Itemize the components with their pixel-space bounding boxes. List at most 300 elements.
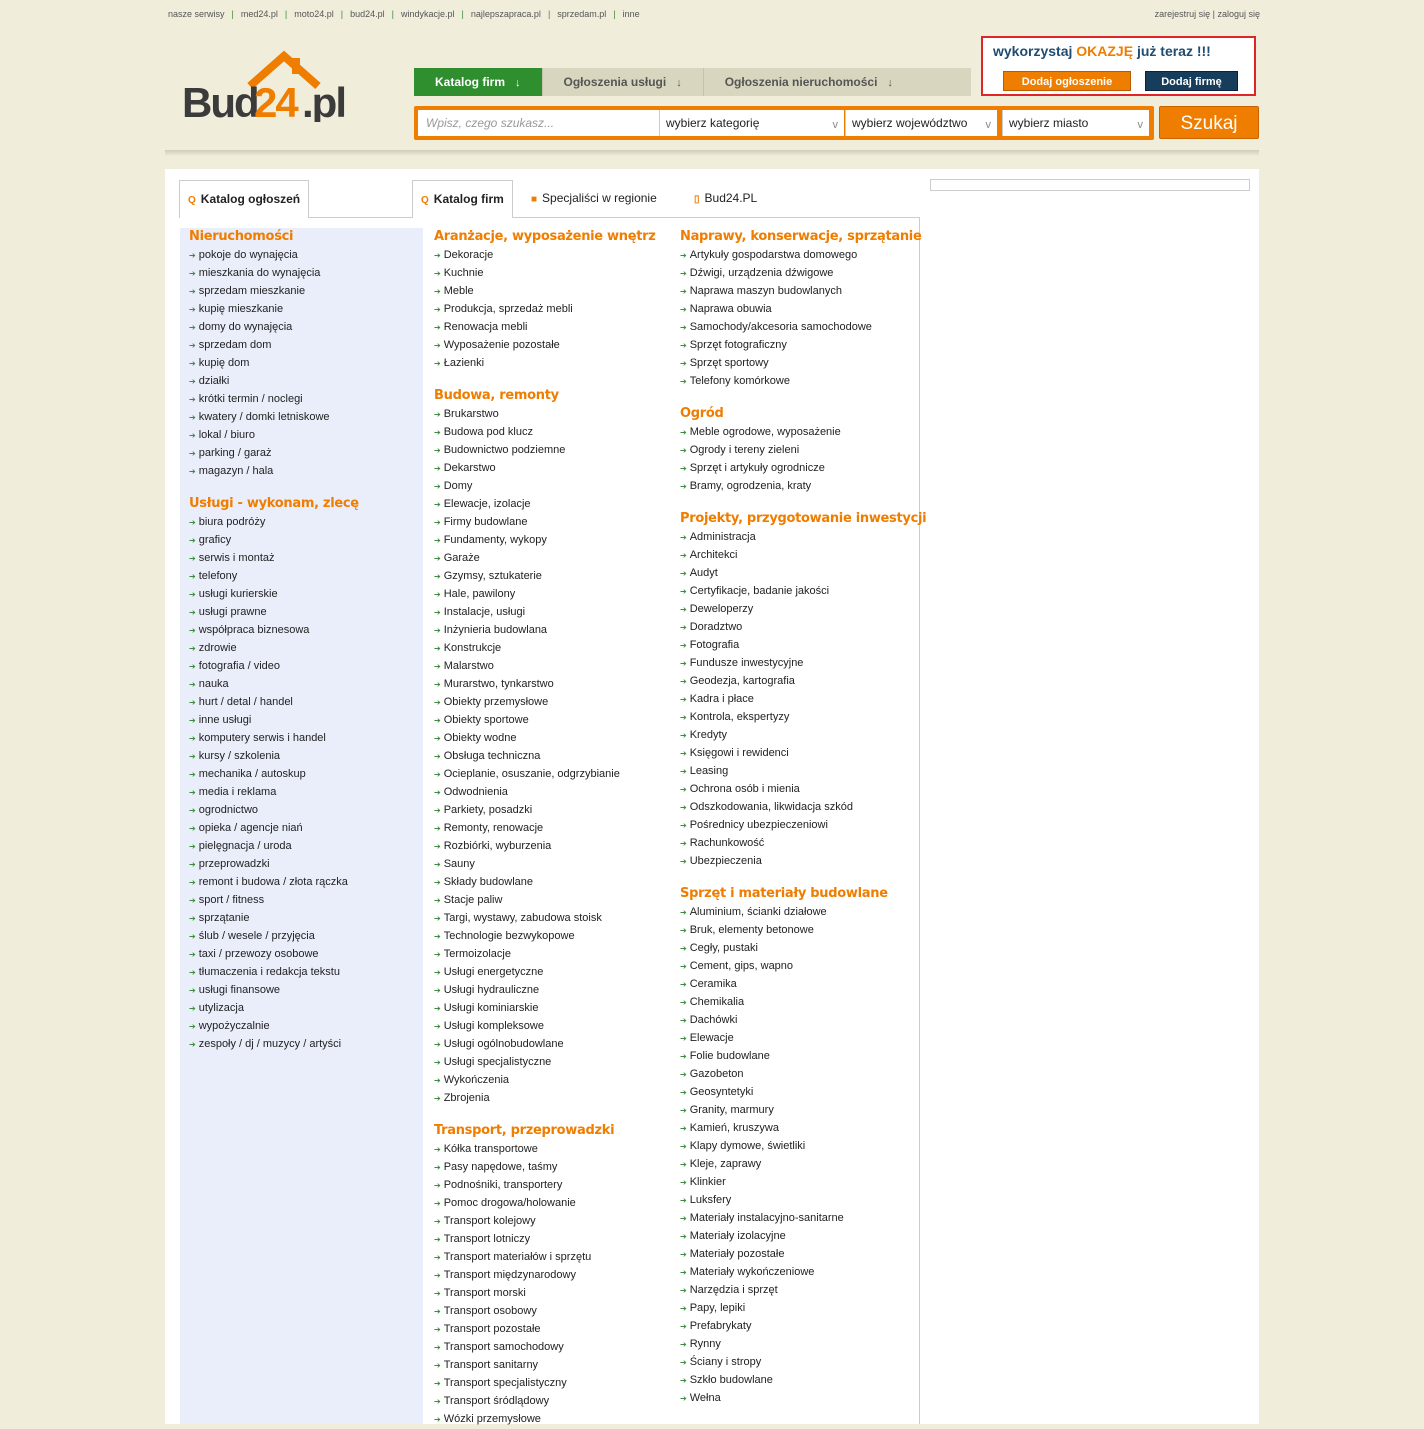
category-link[interactable] [680,1245,888,1263]
arrow-right-icon: ➔ [680,1340,687,1349]
voivodeship-select-value: wybierz województwo [852,116,968,130]
category-link-label: Ogrody i tereny zieleni [689,444,800,456]
category-link[interactable] [434,639,620,657]
search-input[interactable]: Wpisz, czego szukasz... [418,110,659,136]
category-naprawy [680,228,921,390]
category-link[interactable] [189,711,359,729]
category-link[interactable] [434,1320,614,1338]
arrow-right-icon: ➔ [189,554,196,563]
tab-label: Ogłoszenia usługi [563,75,667,89]
category-link[interactable] [680,1065,888,1083]
category-link[interactable] [680,903,888,921]
category-title[interactable]: Usługi - wykonam, zlecę [189,496,359,511]
category-link[interactable] [434,1284,614,1302]
arrow-down-icon: ↓ [515,77,521,89]
category-link-label: Firmy budowlane [443,516,528,528]
category-link-label: Klapy dymowe, świetliki [689,1140,806,1152]
promo-headline [993,43,1211,59]
category-link[interactable] [434,747,620,765]
category-link[interactable] [434,1035,620,1053]
category-title[interactable]: Sprzęt i materiały budowlane [680,886,888,901]
category-link[interactable] [189,783,359,801]
arrow-right-icon: ➔ [189,662,196,671]
category-link-label: Inżynieria budowlana [443,624,548,636]
category-title[interactable]: Naprawy, konserwacje, sprzątanie [680,229,922,244]
category-list [434,405,620,1107]
category-link[interactable] [434,1410,614,1428]
category-link[interactable] [189,945,359,963]
category-link[interactable] [189,531,359,549]
category-link[interactable] [434,855,620,873]
arrow-right-icon: ➔ [680,482,687,491]
category-link-label: Sauny [443,858,475,870]
category-link[interactable] [434,603,620,621]
category-link-label: Składy budowlane [443,876,533,888]
arrow-right-icon: ➔ [680,731,687,740]
search-icon: Q [421,195,429,206]
category-title[interactable]: Ogród [680,406,724,421]
category-link[interactable] [434,318,656,336]
category-link-label: współpraca biznesowa [198,624,310,636]
category-link[interactable] [434,1053,620,1071]
category-link[interactable] [189,300,330,318]
category-link[interactable] [189,318,330,336]
search-button[interactable]: Szukaj [1159,106,1259,139]
category-link[interactable] [434,1338,614,1356]
category-link-label: Stacje paliw [443,894,503,906]
category-link[interactable] [680,1281,888,1299]
category-link-label: komputery serwis i handel [198,732,326,744]
category-link[interactable] [434,981,620,999]
category-link[interactable] [189,426,330,444]
category-link[interactable] [680,654,926,672]
category-link[interactable] [434,783,620,801]
category-link[interactable] [680,354,921,372]
category-link[interactable] [434,1089,620,1107]
category-link[interactable] [680,921,888,939]
category-link[interactable] [434,819,620,837]
category-link[interactable] [189,963,359,981]
category-link[interactable] [680,1263,888,1281]
category-link[interactable] [680,1227,888,1245]
category-link[interactable] [434,405,620,423]
network-link[interactable]: bud24.pl [350,9,385,19]
category-link[interactable] [434,693,620,711]
network-links: nasze serwisy | med24.pl | moto24.pl | bud24.pl | windykacje.pl | najlepszapraca.pl | sprzedam.pl | inne [168,9,640,19]
arrow-right-icon: ➔ [434,1325,441,1334]
category-link[interactable] [189,693,359,711]
login-link[interactable]: zaloguj się [1217,9,1260,19]
category-link[interactable] [680,246,921,264]
category-link[interactable] [434,567,620,585]
category-link[interactable] [189,585,359,603]
category-link[interactable] [434,1356,614,1374]
category-link[interactable] [680,264,921,282]
arrow-right-icon: ➔ [189,860,196,869]
category-link[interactable] [680,726,926,744]
category-link-label: Sprzęt i artykuły ogrodnicze [689,462,825,474]
category-link[interactable] [434,585,620,603]
tab-company-catalog-page[interactable] [412,180,513,218]
network-link[interactable]: moto24.pl [294,9,334,19]
category-link[interactable] [189,855,359,873]
category-link[interactable] [680,1389,888,1407]
network-link[interactable]: med24.pl [240,9,278,19]
category-link[interactable] [680,672,926,690]
category-link[interactable] [189,675,359,693]
arrow-right-icon: ➔ [434,1076,441,1085]
category-link[interactable] [434,477,620,495]
category-link[interactable] [680,477,841,495]
category-link[interactable] [189,729,359,747]
category-link[interactable] [680,1353,888,1371]
category-link[interactable] [434,891,620,909]
category-link[interactable] [434,801,620,819]
category-link-label: Konstrukcje [443,642,502,654]
category-title[interactable]: Transport, przeprowadzki [434,1123,615,1138]
arrow-right-icon: ➔ [434,1253,441,1262]
category-link[interactable] [189,837,359,855]
arrow-right-icon: ➔ [189,305,196,314]
category-link-label: Cement, gips, wapno [689,960,794,972]
tab-label: Katalog firm [433,192,504,206]
arrow-right-icon: ➔ [189,572,196,581]
category-link[interactable] [189,801,359,819]
category-link-label: Fundamenty, wykopy [443,534,547,546]
category-link[interactable] [434,675,620,693]
category-link[interactable] [680,1011,888,1029]
category-link-label: Dachówki [689,1014,738,1026]
category-link[interactable] [680,1119,888,1137]
tab-service-ads[interactable] [543,68,704,96]
arrow-right-icon: ➔ [189,1004,196,1013]
category-link[interactable] [189,621,359,639]
category-link[interactable] [434,1140,614,1158]
category-link-label: Obiekty sportowe [443,714,529,726]
category-list [680,246,921,390]
arrow-right-icon: ➔ [189,896,196,905]
category-link[interactable] [434,459,620,477]
category-link[interactable] [434,423,620,441]
category-link[interactable] [189,999,359,1017]
arrow-right-icon: ➔ [434,536,441,545]
arrow-right-icon: ➔ [434,1217,441,1226]
category-link[interactable] [434,711,620,729]
category-link[interactable] [434,1230,614,1248]
category-link-label: Geodezja, kartografia [689,675,795,687]
network-link[interactable]: windykacje.pl [401,9,455,19]
city-select[interactable] [1002,110,1149,136]
category-link[interactable] [680,564,926,582]
category-link[interactable] [434,729,620,747]
category-link[interactable] [680,1101,888,1119]
category-link[interactable] [434,1158,614,1176]
category-link[interactable] [189,390,330,408]
category-link[interactable] [680,690,926,708]
arrow-right-icon: ➔ [434,644,441,653]
tab-label: Specjaliści w regionie [542,191,657,205]
category-link-label: Leasing [689,765,729,777]
category-link[interactable] [189,1017,359,1035]
arrow-right-icon: ➔ [434,1040,441,1049]
category-link[interactable] [434,531,620,549]
category-link[interactable] [680,528,926,546]
category-link[interactable] [189,444,330,462]
category-link-label: Transport lotniczy [443,1233,531,1245]
category-link[interactable] [680,582,926,600]
category-link[interactable] [434,909,620,927]
category-link[interactable] [434,336,656,354]
category-link-label: Materiały izolacyjne [689,1230,786,1242]
category-title[interactable]: Aranżacje, wyposażenie wnętrz [434,229,656,244]
category-link[interactable] [680,423,841,441]
category-link[interactable] [434,354,656,372]
category-link[interactable] [189,408,330,426]
tab-bud24[interactable] [694,180,757,216]
category-link[interactable] [680,372,921,390]
arrow-right-icon: ➔ [189,467,196,476]
category-link[interactable] [680,762,926,780]
arrow-right-icon: ➔ [680,1304,687,1313]
category-link[interactable] [434,513,620,531]
tab-label: Katalog ogłoszeń [200,192,301,206]
network-link[interactable]: sprzedam.pl [557,9,607,19]
category-link[interactable] [434,1248,614,1266]
category-link[interactable] [434,945,620,963]
category-link[interactable] [189,927,359,945]
category-link[interactable] [189,264,330,282]
category-link-label: Architekci [689,549,738,561]
category-link[interactable] [434,927,620,945]
arrow-right-icon: ➔ [434,950,441,959]
category-link-label: Pasy napędowe, taśmy [443,1161,558,1173]
category-link[interactable] [189,1035,359,1053]
promo-text-end: już teraz !!! [1136,43,1211,59]
category-link[interactable] [680,318,921,336]
category-link-label: Księgowi i rewidenci [689,747,789,759]
category-link[interactable] [434,1194,614,1212]
category-link-label: Gazobeton [689,1068,744,1080]
category-link[interactable] [680,852,926,870]
category-link[interactable] [680,600,926,618]
category-link[interactable] [434,495,620,513]
arrow-right-icon: ➔ [680,695,687,704]
arrow-right-icon: ➔ [189,680,196,689]
chevron-down-icon: v [1137,119,1143,131]
arrow-right-icon: ➔ [680,551,687,560]
category-link[interactable] [680,1191,888,1209]
arrow-right-icon: ➔ [434,788,441,797]
arrow-right-icon: ➔ [434,590,441,599]
category-link-label: Cegły, pustaki [689,942,758,954]
tab-specialists[interactable] [531,180,657,216]
category-link[interactable] [434,441,620,459]
category-link[interactable] [189,567,359,585]
category-link-label: Usługi ogólnobudowlane [443,1038,564,1050]
category-link[interactable] [680,636,926,654]
arrow-right-icon: ➔ [434,1181,441,1190]
category-link[interactable] [189,513,359,531]
category-link-label: domy do wynajęcia [198,321,293,333]
arrow-right-icon: ➔ [680,839,687,848]
tab-announcement-catalog[interactable] [179,180,309,218]
arrow-right-icon: ➔ [434,770,441,779]
category-link[interactable] [680,546,926,564]
category-link[interactable] [434,1374,614,1392]
category-link-label: kupię mieszkanie [198,303,284,315]
arrow-right-icon: ➔ [680,803,687,812]
category-link[interactable] [434,621,620,639]
category-link[interactable] [434,1302,614,1320]
arrow-right-icon: ➔ [680,1322,687,1331]
category-link[interactable] [189,747,359,765]
category-link-label: Bruk, elementy betonowe [689,924,814,936]
category-link[interactable] [680,1317,888,1335]
category-link[interactable] [680,1047,888,1065]
category-link[interactable] [434,657,620,675]
register-link[interactable]: zarejestruj się [1154,9,1211,19]
arrow-right-icon: ➔ [434,680,441,689]
category-link-label: krótki termin / noclegi [198,393,303,405]
network-link[interactable]: najlepszapraca.pl [470,9,541,19]
site-logo[interactable] [180,50,350,122]
category-title[interactable]: Budowa, remonty [434,388,559,403]
category-link-label: Murarstwo, tynkarstwo [443,678,554,690]
category-link-label: Ceramika [689,978,737,990]
category-link[interactable] [680,1137,888,1155]
category-link[interactable] [434,873,620,891]
category-title[interactable]: Projekty, przygotowanie inwestycji [680,511,927,526]
category-link[interactable] [189,819,359,837]
category-link[interactable] [680,1209,888,1227]
category-select[interactable] [659,110,844,136]
category-link[interactable] [680,975,888,993]
arrow-right-icon: ➔ [434,341,441,350]
arrow-right-icon: ➔ [189,287,196,296]
category-link[interactable] [434,264,656,282]
category-link[interactable] [189,603,359,621]
category-link[interactable] [434,837,620,855]
category-link[interactable] [189,282,330,300]
category-link[interactable] [680,798,926,816]
category-link-label: Kadra i płace [689,693,754,705]
arrow-right-icon: ➔ [434,269,441,278]
arrow-right-icon: ➔ [189,359,196,368]
category-link[interactable] [434,765,620,783]
category-link[interactable] [680,1173,888,1191]
category-link[interactable] [189,462,330,480]
add-ad-button[interactable]: Dodaj ogłoszenie [1003,71,1131,91]
category-link[interactable] [434,1266,614,1284]
tab-company-catalog[interactable] [414,68,543,96]
category-link[interactable] [680,618,926,636]
category-link-label: Administracja [689,531,756,543]
category-link-label: Podnośniki, transportery [443,1179,563,1191]
category-link[interactable] [680,1029,888,1047]
category-link[interactable] [434,246,656,264]
category-link[interactable] [189,765,359,783]
category-link[interactable] [680,441,841,459]
category-link[interactable] [189,549,359,567]
category-link[interactable] [680,834,926,852]
promo-highlight: OKAZJĘ [1076,43,1134,59]
add-company-button[interactable]: Dodaj firmę [1145,71,1238,91]
category-link[interactable] [434,1212,614,1230]
category-link[interactable] [680,816,926,834]
category-link[interactable] [680,780,926,798]
voivodeship-select[interactable] [845,110,997,136]
arrow-right-icon: ➔ [680,251,687,260]
category-link[interactable] [189,873,359,891]
arrow-right-icon: ➔ [434,500,441,509]
category-link[interactable] [189,336,330,354]
category-link[interactable] [189,657,359,675]
arrow-right-icon: ➔ [434,1235,441,1244]
category-link[interactable] [434,300,656,318]
category-link[interactable] [434,963,620,981]
category-link[interactable] [680,300,921,318]
category-link[interactable] [680,1371,888,1389]
arrow-right-icon: ➔ [434,824,441,833]
arrow-right-icon: ➔ [680,1034,687,1043]
category-link[interactable] [189,909,359,927]
category-link[interactable] [680,1299,888,1317]
category-link[interactable] [189,981,359,999]
category-link[interactable] [680,957,888,975]
category-link[interactable] [680,282,921,300]
arrow-right-icon: ➔ [189,950,196,959]
category-link[interactable] [434,999,620,1017]
network-link[interactable]: inne [622,9,640,19]
category-link[interactable] [434,549,620,567]
arrow-right-icon: ➔ [189,449,196,458]
category-link[interactable] [434,1071,620,1089]
arrow-right-icon: ➔ [434,842,441,851]
category-link-label: Rynny [689,1338,721,1350]
category-link[interactable] [680,459,841,477]
category-title[interactable]: Nieruchomości [189,229,294,244]
category-link[interactable] [680,1083,888,1101]
category-link-label: Transport specjalistyczny [443,1377,567,1389]
arrow-right-icon: ➔ [434,896,441,905]
category-link-label: Fotografia [689,639,740,651]
category-link[interactable] [434,1176,614,1194]
category-link[interactable] [680,336,921,354]
tab-real-estate-ads[interactable] [704,68,914,96]
network-link[interactable]: nasze serwisy [168,9,225,19]
category-link[interactable] [189,639,359,657]
category-link[interactable] [680,939,888,957]
category-link[interactable] [434,1392,614,1410]
category-link[interactable] [189,891,359,909]
category-link[interactable] [680,1155,888,1173]
category-link-label: Meble [443,285,474,297]
category-link[interactable] [680,708,926,726]
category-link[interactable] [680,1335,888,1353]
category-link[interactable] [434,1017,620,1035]
category-link[interactable] [189,354,330,372]
category-link[interactable] [434,282,656,300]
category-link-label: przeprowadzki [198,858,270,870]
arrow-right-icon: ➔ [434,428,441,437]
category-link[interactable] [189,372,330,390]
arrow-right-icon: ➔ [680,377,687,386]
category-list [680,528,926,870]
category-link[interactable] [680,744,926,762]
category-link[interactable] [189,246,330,264]
category-link[interactable] [680,993,888,1011]
arrow-right-icon: ➔ [680,962,687,971]
